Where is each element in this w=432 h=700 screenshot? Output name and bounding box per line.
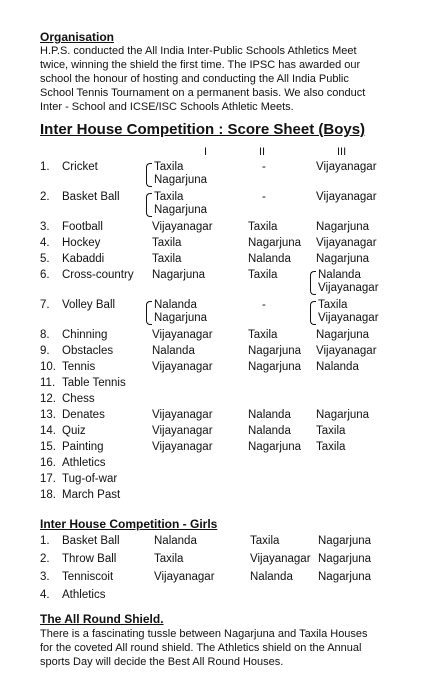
organisation-paragraph	[40, 44, 420, 114]
event-number: 14.	[40, 425, 56, 437]
event-name: Tennis	[62, 361, 96, 373]
event-name: Painting	[62, 441, 104, 453]
event-number: 9.	[40, 345, 50, 357]
column-second-header: II	[259, 146, 266, 158]
event-name: Cross-country	[62, 269, 134, 281]
grouping-brace	[146, 301, 152, 325]
event-number: 4.	[40, 589, 50, 601]
first-place: Vijayanagar	[154, 571, 215, 583]
shield-line: for the coveted All round shield. The Athletics shield on the Annual	[40, 642, 362, 654]
event-number: 4.	[40, 237, 50, 249]
event-name: Hockey	[62, 237, 101, 249]
organisation-line: twice, winning the shield the first time. The IPSC has awarded our	[40, 59, 361, 71]
event-name: Tug-of-war	[62, 473, 118, 485]
event-number: 3.	[40, 221, 50, 233]
second-place: Taxila	[250, 535, 280, 547]
event-name: Cricket	[62, 161, 98, 173]
house-name: Taxila	[154, 191, 184, 203]
first-place: Nagarjuna	[152, 269, 206, 281]
first-place: Vijayanagar	[152, 221, 213, 233]
house-name: Nagarjuna	[154, 174, 208, 186]
organisation-line: H.P.S. conducted the All India Inter-Public Schools Athletics Meet	[40, 45, 357, 57]
second-place: Nalanda	[248, 425, 291, 437]
second-place: Nalanda	[248, 409, 291, 421]
house-name: Taxila	[318, 299, 348, 311]
second-place: -	[262, 299, 266, 311]
second-place: Nagarjuna	[248, 237, 302, 249]
event-name: Chinning	[62, 329, 108, 341]
grouping-brace	[310, 301, 316, 325]
event-name: Obstacles	[62, 345, 114, 357]
event-name: Quiz	[62, 425, 86, 437]
event-name: Denates	[62, 409, 105, 421]
third-place-tied	[318, 299, 379, 325]
third-place: Taxila	[316, 425, 346, 437]
event-number: 10.	[40, 361, 56, 373]
event-name: March Past	[62, 489, 121, 501]
second-place: -	[262, 161, 266, 173]
shield-heading: The All Round Shield.	[40, 612, 164, 626]
event-number: 7.	[40, 299, 50, 311]
event-name: Athletics	[62, 589, 106, 601]
first-place: Vijayanagar	[152, 425, 213, 437]
second-place: Nalanda	[250, 571, 293, 583]
event-name: Chess	[62, 393, 95, 405]
event-name: Football	[62, 221, 103, 233]
third-place: Nagarjuna	[318, 553, 372, 565]
second-place: Nalanda	[248, 253, 291, 265]
first-place: Vijayanagar	[152, 329, 213, 341]
organisation-line: School Tennis Tournament on a permanent basis. We also conduct	[40, 87, 366, 99]
third-place: Vijayanagar	[316, 237, 377, 249]
event-number: 17.	[40, 473, 56, 485]
grouping-brace	[146, 193, 152, 217]
first-place: Nalanda	[154, 535, 197, 547]
first-place: Taxila	[154, 553, 184, 565]
first-place: Vijayanagar	[152, 409, 213, 421]
event-name: Kabaddi	[62, 253, 105, 265]
third-place: Nagarjuna	[318, 571, 372, 583]
organisation-line: Inter - School and ICSE/ISC Schools Athletic Meets.	[40, 101, 294, 113]
event-number: 2.	[40, 191, 50, 203]
event-name: Volley Ball	[62, 299, 116, 311]
girls-heading: Inter House Competition - Girls	[40, 517, 218, 531]
first-place-tied	[154, 191, 207, 217]
event-number: 2.	[40, 553, 50, 565]
first-place: Taxila	[152, 237, 182, 249]
house-name: Nalanda	[154, 299, 197, 311]
first-place: Vijayanagar	[152, 441, 213, 453]
event-number: 12.	[40, 393, 56, 405]
third-place: Nagarjuna	[316, 253, 370, 265]
event-name: Table Tennis	[62, 377, 126, 389]
event-number: 3.	[40, 571, 50, 583]
event-number: 6.	[40, 269, 50, 281]
grouping-brace	[146, 163, 152, 187]
organisation-heading: Organisation	[40, 30, 115, 44]
second-place: Taxila	[248, 221, 278, 233]
event-number: 15.	[40, 441, 56, 453]
boys-score-sheet-heading: Inter House Competition : Score Sheet (Boys)	[40, 121, 366, 138]
event-number: 13.	[40, 409, 56, 421]
first-place: Vijayanagar	[152, 361, 213, 373]
event-number: 5.	[40, 253, 50, 265]
event-number: 1.	[40, 535, 50, 547]
house-name: Vijayanagar	[318, 282, 379, 294]
second-place: Nagarjuna	[248, 345, 302, 357]
third-place: Vijayanagar	[316, 345, 377, 357]
house-name: Nalanda	[318, 269, 361, 281]
second-place: -	[262, 191, 266, 203]
third-place: Nalanda	[316, 361, 359, 373]
event-name: Basket Ball	[62, 191, 120, 203]
third-place: Nagarjuna	[316, 221, 370, 233]
second-place: Nagarjuna	[248, 441, 302, 453]
third-place: Vijayanagar	[316, 191, 377, 203]
first-place-tied	[154, 161, 207, 187]
third-place-tied	[318, 269, 379, 295]
event-number: 8.	[40, 329, 50, 341]
event-name: Basket Ball	[62, 535, 120, 547]
second-place: Vijayanagar	[250, 553, 311, 565]
third-place: Nagarjuna	[316, 329, 370, 341]
house-name: Nagarjuna	[154, 204, 208, 216]
event-name: Throw Ball	[62, 553, 117, 565]
third-place: Nagarjuna	[316, 409, 370, 421]
shield-line: sports Day will decide the Best All Round Houses.	[40, 656, 284, 668]
event-name: Athletics	[62, 457, 106, 469]
shield-line: There is a fascinating tussle between Nagarjuna and Taxila Houses	[40, 628, 368, 640]
event-number: 11.	[40, 377, 56, 389]
event-number: 16.	[40, 457, 56, 469]
third-place: Nagarjuna	[318, 535, 372, 547]
shield-paragraph	[40, 627, 420, 669]
house-name: Vijayanagar	[318, 312, 379, 324]
column-first-header: I	[204, 146, 208, 158]
first-place-tied	[154, 299, 207, 325]
second-place: Nagarjuna	[248, 361, 302, 373]
organisation-line: school the honour of hosting and conducting the All India Public	[40, 73, 349, 85]
third-place: Taxila	[316, 441, 346, 453]
house-name: Taxila	[154, 161, 184, 173]
second-place: Taxila	[248, 329, 278, 341]
column-third-header: III	[337, 146, 347, 158]
second-place: Taxila	[248, 269, 278, 281]
house-name: Nagarjuna	[154, 312, 208, 324]
first-place: Taxila	[152, 253, 182, 265]
event-number: 1.	[40, 161, 50, 173]
third-place: Vijayanagar	[316, 161, 377, 173]
first-place: Nalanda	[152, 345, 195, 357]
grouping-brace	[310, 271, 316, 295]
event-number: 18.	[40, 489, 56, 501]
event-name: Tenniscoit	[62, 571, 114, 583]
